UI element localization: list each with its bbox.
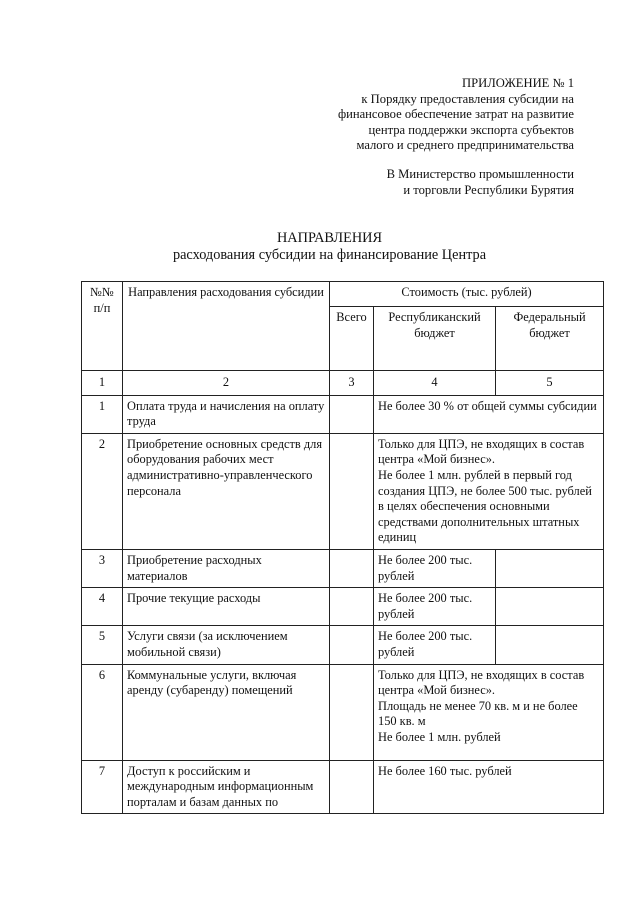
row-total — [330, 664, 374, 760]
title-subtitle: расходования субсидии на финансирование Центра — [172, 247, 487, 263]
row-number: 4 — [82, 588, 123, 626]
row-note — [374, 664, 604, 760]
document-title — [0, 230, 640, 264]
column-number: 5 — [496, 371, 604, 396]
column-number: 2 — [123, 371, 330, 396]
expenses-table — [81, 281, 604, 814]
attachment-line: к Порядку предоставления субсидии на — [361, 91, 574, 106]
row-direction: Приобретение основных средств для оборудования рабочих мест административно-управленческого персонала — [123, 433, 330, 549]
row-federal — [496, 588, 604, 626]
header-republic-budget: Республиканский бюджет — [374, 307, 496, 371]
column-number: 1 — [82, 371, 123, 396]
row-total — [330, 588, 374, 626]
column-number: 4 — [374, 371, 496, 396]
table-row — [82, 626, 604, 664]
row-note-line: Не более 1 млн. рублей — [378, 729, 501, 744]
row-total — [330, 626, 374, 664]
row-note-line: Не более 1 млн. рублей в первый год создания ЦПЭ, не более 500 тыс. рублей в целях обеспечения основными средствами дополнительных штатных единиц — [378, 467, 592, 545]
row-note — [374, 433, 604, 549]
attachment-header — [274, 76, 574, 154]
addressee-line: и торговли Республики Бурятия — [403, 182, 574, 197]
row-total — [330, 760, 374, 814]
row-direction: Приобретение расходных материалов — [123, 549, 330, 587]
table-header-row — [82, 282, 604, 307]
table-row — [82, 549, 604, 587]
row-note-line: Только для ЦПЭ, не входящих в состав центра «Мой бизнес». — [378, 667, 585, 698]
addressee-line: В Министерство промышленности — [386, 167, 574, 181]
row-number: 3 — [82, 549, 123, 587]
header-num: №№ п/п — [82, 282, 123, 371]
row-total — [330, 549, 374, 587]
row-note-line: Только для ЦПЭ, не входящих в состав центра «Мой бизнес». — [378, 436, 585, 467]
table-row — [82, 664, 604, 760]
row-direction: Оплата труда и начисления на оплату труда — [123, 395, 330, 433]
row-federal — [496, 549, 604, 587]
table-row — [82, 395, 604, 433]
row-republic: Не более 200 тыс. рублей — [374, 549, 496, 587]
header-direction: Направления расходования субсидии — [123, 282, 330, 371]
row-note: Не более 160 тыс. рублей — [374, 760, 604, 814]
row-number: 5 — [82, 626, 123, 664]
attachment-line: финансовое обеспечение затрат на развитие — [337, 107, 574, 122]
row-total — [330, 433, 374, 549]
attachment-line: центра поддержки экспорта субъектов — [368, 122, 574, 137]
row-republic: Не более 200 тыс. рублей — [374, 626, 496, 664]
row-number: 1 — [82, 395, 123, 433]
row-republic: Не более 200 тыс. рублей — [374, 588, 496, 626]
table-row — [82, 433, 604, 549]
addressee-block — [274, 167, 574, 198]
row-note: Не более 30 % от общей суммы субсидии — [374, 395, 604, 433]
row-direction: Коммунальные услуги, включая аренду (субаренду) помещений — [123, 664, 330, 760]
header-cost: Стоимость (тыс. рублей) — [330, 282, 604, 307]
header-federal-budget: Федеральный бюджет — [496, 307, 604, 371]
row-direction: Доступ к российским и международным информационным порталам и базам данных по — [123, 760, 330, 814]
header-total: Всего — [330, 307, 374, 371]
title-main: НАПРАВЛЕНИЯ — [276, 230, 383, 246]
attachment-line: малого и среднего предпринимательства — [356, 138, 574, 153]
row-number: 2 — [82, 433, 123, 549]
row-direction: Услуги связи (за исключением мобильной связи) — [123, 626, 330, 664]
column-number-row — [82, 371, 604, 396]
row-note-line: Площадь не менее 70 кв. м и не более 150 кв. м — [378, 698, 578, 729]
column-number: 3 — [330, 371, 374, 396]
row-federal — [496, 626, 604, 664]
row-direction: Прочие текущие расходы — [123, 588, 330, 626]
table-row — [82, 588, 604, 626]
row-number: 7 — [82, 760, 123, 814]
row-number: 6 — [82, 664, 123, 760]
attachment-line: ПРИЛОЖЕНИЕ № 1 — [462, 76, 574, 90]
table-row — [82, 760, 604, 814]
row-total — [330, 395, 374, 433]
